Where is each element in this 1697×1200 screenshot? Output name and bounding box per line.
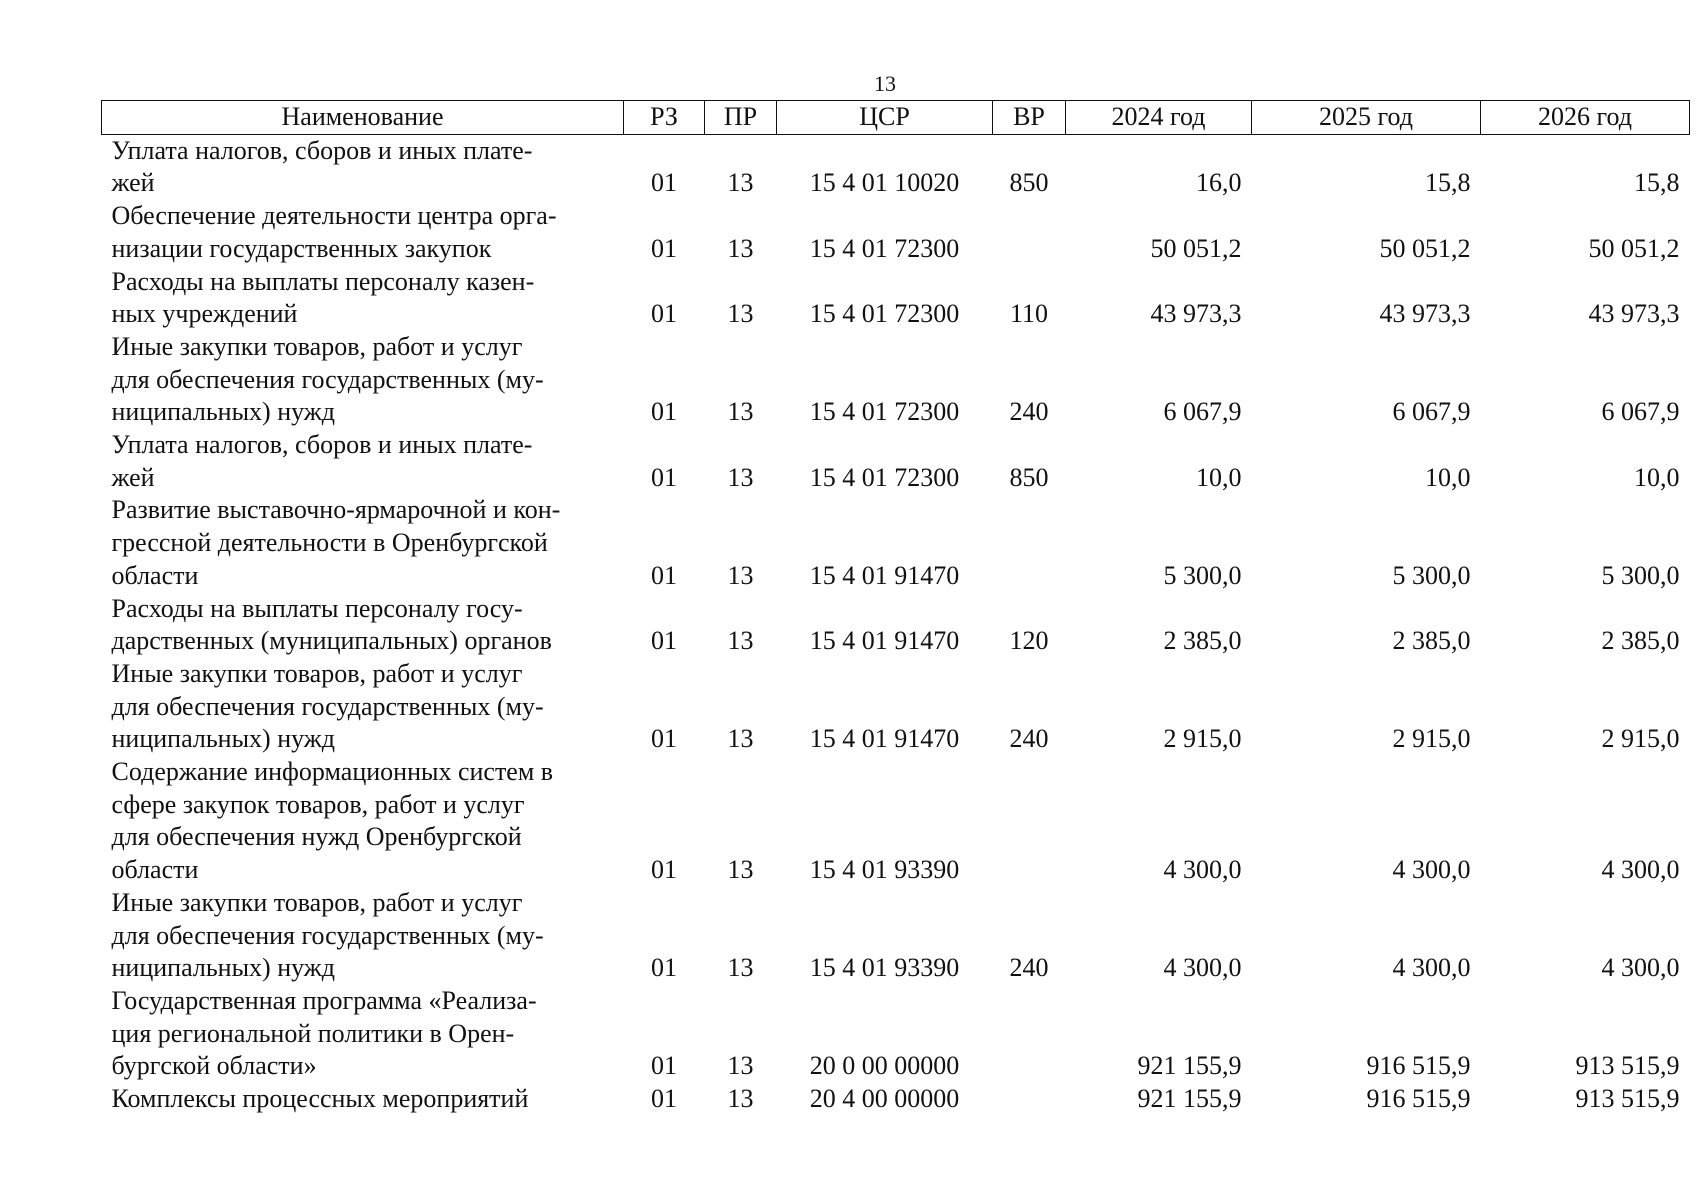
table-row xyxy=(102,985,1690,1083)
item-name-line: ниципальных) нужд xyxy=(111,724,335,754)
pr-cell: 13 xyxy=(727,299,754,329)
table-row xyxy=(102,593,1690,658)
amount-2026-cell: 4 300,0 xyxy=(1601,855,1680,885)
amount-2026-cell: 913 515,9 xyxy=(1575,1084,1680,1114)
item-name-cell xyxy=(102,494,624,592)
item-name-line: Уплата налогов, сборов и иных плате- xyxy=(111,135,533,165)
pr-cell: 13 xyxy=(727,560,754,590)
item-name-cell xyxy=(102,985,624,1083)
item-name-line: области xyxy=(111,855,199,885)
item-name-line: сфере закупок товаров, работ и услуг xyxy=(111,789,525,819)
item-name-line: Иные закупки товаров, работ и услуг xyxy=(111,331,523,361)
amount-2026-cell: 5 300,0 xyxy=(1601,560,1680,590)
column-header-2025: 2025 год xyxy=(1252,101,1481,135)
amount-2024-cell: 10,0 xyxy=(1196,462,1242,492)
rz-cell: 01 xyxy=(651,1084,677,1114)
vr-cell: 110 xyxy=(1009,299,1049,329)
item-name-line: для обеспечения государственных (му- xyxy=(111,920,544,950)
table-row xyxy=(102,658,1690,756)
amount-2025-cell: 916 515,9 xyxy=(1366,1084,1471,1114)
amount-2024-cell: 2 915,0 xyxy=(1163,724,1242,754)
amount-2026-cell: 50 051,2 xyxy=(1588,233,1680,263)
item-name-line: Обеспечение деятельности центра орга- xyxy=(111,201,557,231)
amount-2025-cell: 43 973,3 xyxy=(1379,299,1471,329)
vr-cell xyxy=(993,200,1066,265)
item-name-line: низации государственных закупок xyxy=(111,233,492,263)
amount-2025-cell: 4 300,0 xyxy=(1392,855,1471,885)
amount-2026-cell: 913 515,9 xyxy=(1575,1051,1680,1081)
table-row xyxy=(102,887,1690,985)
amount-2024-cell: 16,0 xyxy=(1196,168,1242,198)
page-number: 13 xyxy=(874,71,896,96)
column-header-2024: 2024 год xyxy=(1066,101,1252,135)
amount-2025-cell: 2 915,0 xyxy=(1392,724,1471,754)
table-row xyxy=(102,134,1690,200)
amount-2024-cell: 4 300,0 xyxy=(1163,953,1242,983)
vr-cell xyxy=(993,756,1066,887)
vr-cell xyxy=(993,494,1066,592)
table-row xyxy=(102,266,1690,331)
amount-2025-cell: 916 515,9 xyxy=(1366,1051,1471,1081)
csr-cell: 15 4 01 72300 xyxy=(809,299,960,329)
vr-cell: 240 xyxy=(1009,724,1049,754)
item-name-line: ных учреждений xyxy=(111,299,298,329)
item-name-cell xyxy=(102,887,624,985)
table-row xyxy=(102,331,1690,429)
item-name-line: Иные закупки товаров, работ и услуг xyxy=(111,887,523,917)
rz-cell: 01 xyxy=(651,168,677,198)
item-name-cell xyxy=(102,429,624,494)
item-name-cell xyxy=(102,1083,624,1116)
item-name-line: Содержание информационных систем в xyxy=(111,757,554,787)
item-name-cell xyxy=(102,593,624,658)
item-name-line: Развитие выставочно-ярмарочной и кон- xyxy=(111,495,561,525)
column-header-csr: ЦСР xyxy=(777,101,993,135)
item-name-cell xyxy=(102,756,624,887)
csr-cell: 15 4 01 72300 xyxy=(809,462,960,492)
item-name-cell xyxy=(102,658,624,756)
pr-cell: 13 xyxy=(727,462,754,492)
amount-2024-cell: 50 051,2 xyxy=(1150,233,1242,263)
pr-cell: 13 xyxy=(727,626,754,656)
pr-cell: 13 xyxy=(727,953,754,983)
table-row xyxy=(102,494,1690,592)
amount-2025-cell: 4 300,0 xyxy=(1392,953,1471,983)
pr-cell: 13 xyxy=(727,1084,754,1114)
item-name-line: Расходы на выплаты персоналу казен- xyxy=(111,266,535,296)
rz-cell: 01 xyxy=(651,299,677,329)
table-header-row xyxy=(102,101,1690,135)
amount-2024-cell: 4 300,0 xyxy=(1163,855,1242,885)
amount-2025-cell: 50 051,2 xyxy=(1379,233,1471,263)
column-header-2026: 2026 год xyxy=(1481,101,1690,135)
table-row xyxy=(102,1083,1690,1116)
rz-cell: 01 xyxy=(651,724,677,754)
item-name-line: Расходы на выплаты персоналу госу- xyxy=(111,593,523,623)
item-name-line: жей xyxy=(111,168,155,198)
budget-table xyxy=(101,100,1690,1116)
rz-cell: 01 xyxy=(651,233,677,263)
item-name-line: жей xyxy=(111,462,155,492)
rz-cell: 01 xyxy=(651,397,677,427)
item-name-cell xyxy=(102,266,624,331)
amount-2026-cell: 4 300,0 xyxy=(1601,953,1680,983)
rz-cell: 01 xyxy=(651,855,677,885)
amount-2026-cell: 43 973,3 xyxy=(1588,299,1680,329)
item-name-line: для обеспечения государственных (му- xyxy=(111,364,544,394)
vr-cell: 850 xyxy=(1009,462,1049,492)
item-name-line: дарственных (муниципальных) органов xyxy=(111,626,552,656)
amount-2025-cell: 2 385,0 xyxy=(1392,626,1471,656)
item-name-line: бургской области» xyxy=(111,1051,317,1081)
rz-cell: 01 xyxy=(651,462,677,492)
csr-cell: 20 4 00 00000 xyxy=(809,1084,960,1114)
column-header-vr: ВР xyxy=(993,101,1066,135)
column-header-pr: ПР xyxy=(705,101,777,135)
rz-cell: 01 xyxy=(651,953,677,983)
table-row xyxy=(102,429,1690,494)
item-name-line: для обеспечения нужд Оренбургской xyxy=(111,822,522,852)
amount-2025-cell: 10,0 xyxy=(1425,462,1471,492)
csr-cell: 20 0 00 00000 xyxy=(809,1051,960,1081)
item-name-line: Уплата налогов, сборов и иных плате- xyxy=(111,430,533,460)
amount-2024-cell: 43 973,3 xyxy=(1150,299,1242,329)
csr-cell: 15 4 01 91470 xyxy=(809,724,960,754)
csr-cell: 15 4 01 91470 xyxy=(809,560,960,590)
item-name-line: Иные закупки товаров, работ и услуг xyxy=(111,658,523,688)
item-name-line: ниципальных) нужд xyxy=(111,397,335,427)
column-header-name: Наименование xyxy=(102,101,624,135)
pr-cell: 13 xyxy=(727,397,754,427)
item-name-line: ция региональной политики в Орен- xyxy=(111,1018,515,1048)
vr-cell xyxy=(993,1083,1066,1116)
amount-2024-cell: 921 155,9 xyxy=(1137,1084,1242,1114)
vr-cell xyxy=(993,985,1066,1083)
amount-2025-cell: 5 300,0 xyxy=(1392,560,1471,590)
csr-cell: 15 4 01 93390 xyxy=(809,855,960,885)
csr-cell: 15 4 01 72300 xyxy=(809,397,960,427)
table-row xyxy=(102,756,1690,887)
item-name-cell xyxy=(102,200,624,265)
rz-cell: 01 xyxy=(651,626,677,656)
csr-cell: 15 4 01 10020 xyxy=(809,168,960,198)
amount-2026-cell: 10,0 xyxy=(1634,462,1680,492)
pr-cell: 13 xyxy=(727,168,754,198)
amount-2026-cell: 2 385,0 xyxy=(1601,626,1680,656)
item-name-line: для обеспечения государственных (му- xyxy=(111,691,544,721)
pr-cell: 13 xyxy=(727,1051,754,1081)
item-name-line: Комплексы процессных мероприятий xyxy=(111,1084,529,1114)
rz-cell: 01 xyxy=(651,1051,677,1081)
amount-2026-cell: 15,8 xyxy=(1634,168,1680,198)
csr-cell: 15 4 01 91470 xyxy=(809,626,960,656)
item-name-line: грессной деятельности в Оренбургской xyxy=(111,528,548,558)
item-name-line: ниципальных) нужд xyxy=(111,953,335,983)
table-row xyxy=(102,200,1690,265)
amount-2024-cell: 5 300,0 xyxy=(1163,560,1242,590)
amount-2024-cell: 921 155,9 xyxy=(1137,1051,1242,1081)
table-body xyxy=(102,134,1690,1116)
pr-cell: 13 xyxy=(727,855,754,885)
rz-cell: 01 xyxy=(651,560,677,590)
amount-2025-cell: 15,8 xyxy=(1425,168,1471,198)
vr-cell: 240 xyxy=(1009,397,1049,427)
item-name-cell xyxy=(102,331,624,429)
item-name-cell xyxy=(102,134,624,200)
item-name-line: Государственная программа «Реализа- xyxy=(111,985,537,1015)
amount-2024-cell: 2 385,0 xyxy=(1163,626,1242,656)
column-header-rz: РЗ xyxy=(624,101,705,135)
amount-2026-cell: 6 067,9 xyxy=(1601,397,1680,427)
amount-2025-cell: 6 067,9 xyxy=(1392,397,1471,427)
csr-cell: 15 4 01 72300 xyxy=(809,233,960,263)
vr-cell: 240 xyxy=(1009,953,1049,983)
item-name-line: области xyxy=(111,560,199,590)
csr-cell: 15 4 01 93390 xyxy=(809,953,960,983)
amount-2024-cell: 6 067,9 xyxy=(1163,397,1242,427)
vr-cell: 120 xyxy=(1009,626,1049,656)
pr-cell: 13 xyxy=(727,233,754,263)
amount-2026-cell: 2 915,0 xyxy=(1601,724,1680,754)
vr-cell: 850 xyxy=(1009,168,1049,198)
pr-cell: 13 xyxy=(727,724,754,754)
